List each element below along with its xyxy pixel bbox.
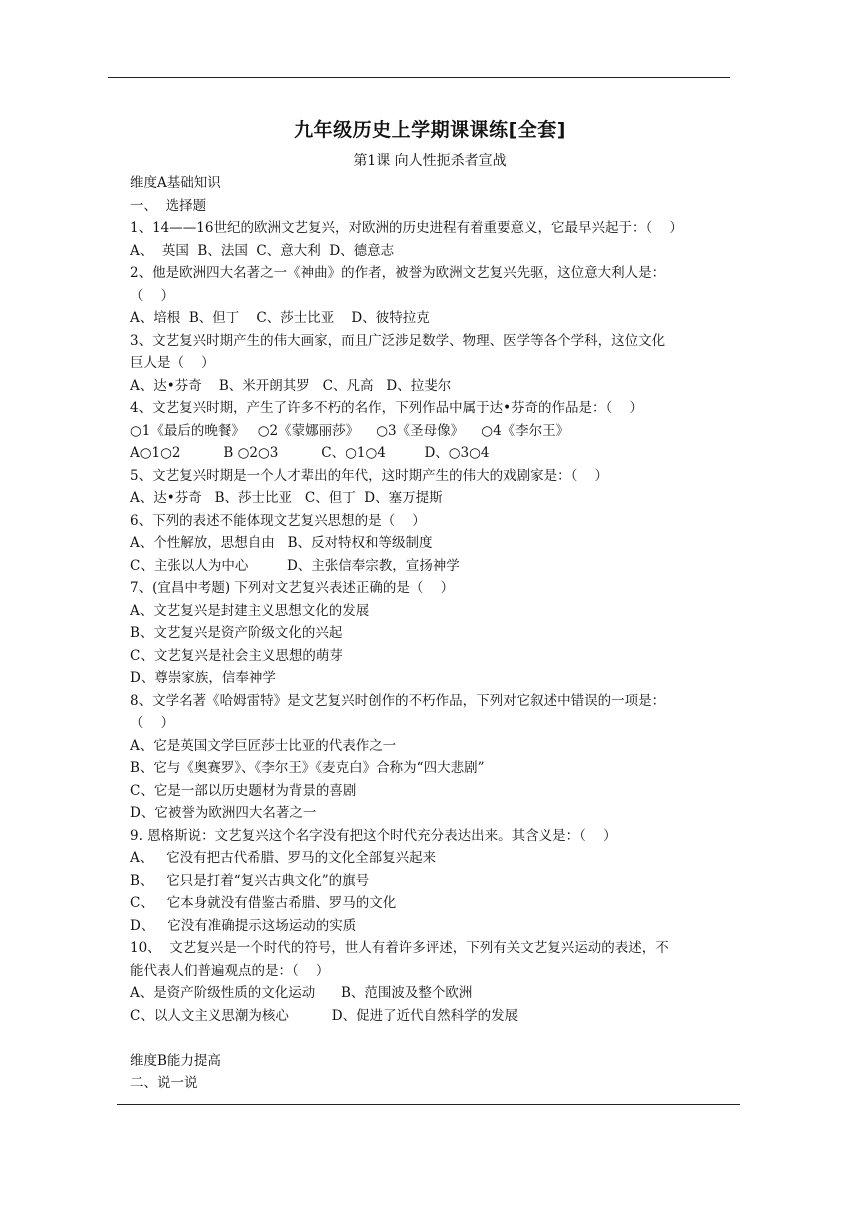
section-b	[130, 1050, 736, 1095]
text-line: C、 它本身就没有借鉴古希腊、罗马的文化	[130, 895, 397, 911]
text-line: 9. 恩格斯说：文艺复兴这个名字没有把这个时代充分表达出来。其含义是：（ ）	[130, 827, 617, 844]
text-line: D、尊崇家族，信奉神学	[130, 670, 276, 686]
text-line: C、文艺复兴是社会主义思想的萌芽	[130, 647, 343, 664]
text-line: A、文艺复兴是封建主义思想文化的发展	[130, 602, 370, 619]
text-line: 4、文艺复兴时期，产生了许多不朽的名作，下列作品中属于达•芬奇的作品是：（ ）	[130, 400, 643, 416]
text-line: A、是资产阶级性质的文化运动 B、范围波及整个欧洲	[130, 985, 473, 1001]
text-line: 3、文艺复兴时期产生的伟大画家，而且广泛涉足数学、物理、医学等各个学科，这位文化	[130, 332, 666, 349]
text-line: 6、下列的表述不能体现文艺复兴思想的是（ ）	[130, 512, 426, 529]
text-line: C、它是一部以历史题材为背景的喜剧	[130, 782, 357, 799]
text-line: B、文艺复兴是资产阶级文化的兴起	[130, 625, 343, 641]
text-line: A、 它没有把古代希腊、罗马的文化全部复兴起来	[130, 850, 437, 866]
text-line: B、它与《奥赛罗》、《李尔王》《麦克白》合称为“四大悲剧”	[130, 760, 485, 776]
text-line: 二、说一说	[130, 1075, 198, 1091]
text-line: （ ）	[130, 287, 175, 304]
text-line: A、个性解放，思想自由 B、反对特权和等级制度	[130, 535, 433, 551]
text-line: 8、文学名著《哈姆雷特》是文艺复兴时创作的不朽作品，下列对它叙述中错误的一项是：	[130, 692, 666, 709]
text-line: 能代表人们普遍观点的是：（ ）	[130, 962, 330, 979]
blank-line	[130, 1027, 736, 1050]
text-line: （ ）	[130, 715, 175, 731]
text-line: A、达•芬奇 B、莎士比亚 C、但丁 D、塞万提斯	[130, 490, 443, 506]
text-line: 10、 文艺复兴是一个时代的符号，世人有着许多评述，下列有关文艺复兴运动的表述，不	[130, 940, 669, 956]
text-line: C、以人文主义思潮为核心 D、促进了近代自然科学的发展	[130, 1007, 519, 1024]
text-line: D、它被誉为欧洲四大名著之一	[130, 805, 317, 821]
text-line: D、 它没有准确提示这场运动的实质	[130, 917, 357, 934]
text-line: A、它是英国文学巨匠莎士比亚的代表作之一	[130, 737, 397, 754]
text-line: ○1《最后的晚餐》 ○2《蒙娜丽莎》 ○3《圣母像》 ○4《李尔王》	[130, 422, 570, 439]
text-line: 5、文艺复兴时期是一个人才辈出的年代，这时期产生的伟大的戏剧家是：（ ）	[130, 467, 609, 484]
text-line: 2、他是欧洲四大名著之一《神曲》的作者，被誉为欧洲文艺复兴先驱，这位意大利人是：	[130, 265, 666, 281]
text-line: 7、(宜昌中考题) 下列对文艺复兴表述正确的是（ ）	[130, 580, 455, 596]
text-line: A○1○2 B ○2○3 C、○1○4 D、○3○4	[130, 445, 490, 461]
text-line: 一、 选择题	[130, 197, 207, 214]
text-line: B、 它只是打着“复兴古典文化”的旗号	[130, 872, 370, 889]
text-line: 1、14——16世纪的欧洲文艺复兴，对欧洲的历史进程有着重要意义，它最早兴起于：（ ）	[130, 220, 683, 236]
text-line: A、培根 B、但丁 C、莎士比亚 D、彼特拉克	[130, 310, 430, 326]
document-title: 九年级历史上学期课课练[全套]	[294, 119, 566, 141]
text-line: C、主张以人为中心 D、主张信奉宗教，宣扬神学	[130, 557, 460, 574]
footer-rule	[117, 1104, 740, 1105]
text-line: A、达•芬奇 B、米开朗其罗 C、凡高 D、拉斐尔	[130, 377, 452, 394]
section-a	[130, 172, 736, 1027]
header-rule	[108, 77, 730, 78]
text-line: 维度B能力提高	[130, 1052, 221, 1069]
text-line: A、 英国 B、法国 C、意大利 D、德意志	[130, 242, 395, 259]
text-line: 巨人是（ ）	[130, 355, 215, 371]
text-line: 维度A基础知识	[130, 175, 221, 191]
lesson-subtitle: 第1课 向人性扼杀者宣战	[353, 153, 507, 169]
document-body	[130, 172, 736, 1095]
